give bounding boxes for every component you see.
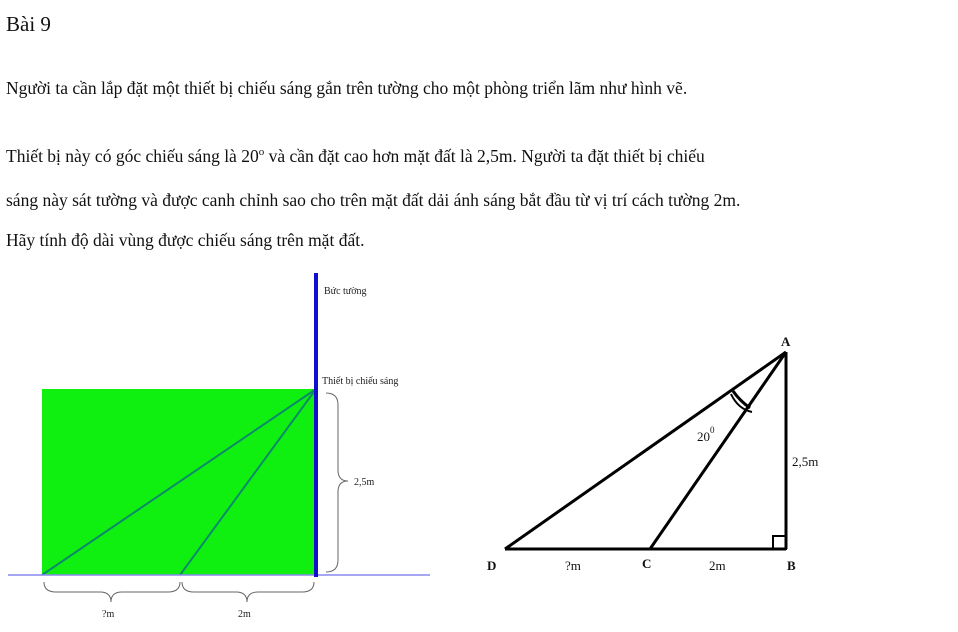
angle-degree: 0	[710, 425, 715, 435]
distance-label: 2m	[238, 609, 251, 620]
right-figure	[487, 334, 818, 573]
paragraph-line-4: Hãy tính độ dài vùng được chiếu sáng trên mặt đất.	[6, 230, 365, 250]
right-angle-marker	[773, 536, 786, 549]
point-c-label: C	[642, 556, 652, 571]
paragraph-line-2-start: Thiết bị này có góc chiếu sáng là 20	[6, 146, 259, 166]
angle-value: 20	[697, 429, 710, 444]
exercise-title: Bài 9	[6, 12, 51, 36]
degree-symbol: o	[258, 146, 265, 159]
point-b-label: B	[787, 558, 796, 573]
unknown-label: ?m	[102, 609, 115, 620]
angle-arc	[733, 391, 750, 408]
paragraph-line-1: Người ta cần lắp đặt một thiết bị chiếu sáng gắn trên tường cho một phòng triển lãm như hình vẽ.	[6, 78, 688, 98]
height-brace	[326, 393, 348, 572]
paragraph-line-2-end: và cần đặt cao hơn mặt đất là 2,5m. Người ta đặt thiết bị chiếu	[264, 146, 705, 166]
segment-ac	[650, 352, 786, 549]
height-ab-label: 2,5m	[792, 454, 819, 469]
wall-label: Bức tường	[324, 286, 367, 297]
point-d-label: D	[487, 558, 497, 573]
left-figure	[8, 273, 430, 620]
paragraph-line-3: sáng này sát tường và được canh chỉnh sao cho trên mặt đất dải ánh sáng bắt đầu từ vị trí cách tường 2m.	[6, 190, 741, 210]
distance-cb-label: 2m	[709, 558, 726, 573]
angle-label	[697, 425, 715, 444]
segment-ad	[505, 352, 786, 549]
unknown-brace	[44, 582, 180, 602]
device-label: Thiết bị chiếu sáng	[322, 376, 399, 387]
height-label: 2,5m	[354, 477, 375, 488]
distance-brace	[182, 582, 314, 602]
unknown-dc-label: ?m	[565, 558, 581, 573]
point-a-label: A	[781, 334, 791, 349]
